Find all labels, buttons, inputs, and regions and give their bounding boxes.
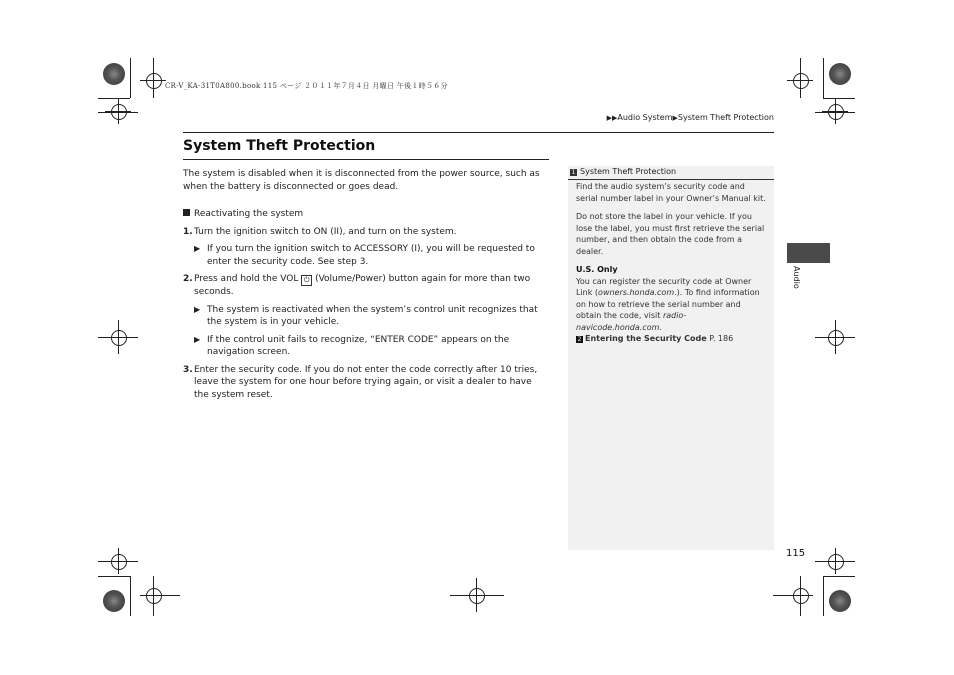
step-3 (183, 364, 549, 402)
note-text: If the control unit fails to recognize, “ENTER CODE” appears on the navigation screen. (207, 334, 510, 357)
step-text: Turn the ignition switch to ON (II), and turn on the system. (194, 226, 457, 237)
crop-mark (835, 548, 836, 574)
breadcrumb-arrows: ▶▶ (606, 114, 618, 122)
registration-crosshair-icon (146, 588, 162, 604)
page-number: 115 (786, 548, 806, 559)
square-bullet-icon (183, 209, 190, 216)
crop-mark (823, 576, 855, 577)
breadcrumb-section: Audio System (617, 113, 673, 122)
triangle-bullet-icon: ▶ (194, 304, 201, 314)
breadcrumb-page: System Theft Protection (677, 113, 774, 122)
step-text-a: Press and hold the VOL (194, 274, 302, 284)
crop-mark (835, 320, 836, 354)
step-2-note-2 (183, 334, 549, 359)
step-number: 3. (183, 364, 193, 375)
sidebar-title: System Theft Protection (580, 167, 677, 176)
crop-mark (118, 548, 119, 574)
registration-crosshair-icon (111, 554, 127, 570)
chapter-tab-label: Audio (792, 266, 801, 289)
reference-page: P. 186 (709, 334, 734, 343)
crop-mark (153, 67, 154, 93)
crop-mark (140, 595, 180, 596)
registration-crosshair-icon (469, 588, 485, 604)
us-only-label: U.S. Only (576, 265, 618, 274)
step-text-b: (Volume/Power) button again for more than two seconds. (194, 274, 531, 297)
registration-crosshair-icon (111, 330, 127, 346)
note-text: The system is reactivated when the system’s control unit recognizes that the system is in your vehicle. (207, 304, 538, 327)
registration-target-icon (103, 63, 125, 85)
reference-arrow-icon: 2 (577, 336, 582, 343)
crop-mark (476, 578, 477, 612)
crop-mark (130, 58, 131, 98)
step-text: Enter the security code. If you do not enter the code correctly after 10 tries, leave the system for one hour before trying again, or visit a dealer to have the system reset. (194, 364, 538, 400)
note-text: If you turn the ignition switch to ACCESSORY (I), you will be requested to enter the security code. See step 3. (207, 244, 535, 267)
para-3-text-b: .). To find information on how to retrieve the serial number and obtain the code, visit (576, 288, 760, 320)
note-icon: 1 (571, 169, 576, 176)
navicode-link[interactable]: radio-navicode.honda.com (576, 311, 687, 332)
intro-text: The system is disabled when it is disconnected from the power source, such as when the battery is disconnected or goes dead. (183, 169, 540, 192)
main-content (183, 168, 549, 406)
breadcrumb-separator: ▶ (672, 114, 678, 122)
step-number: 1. (183, 226, 193, 237)
reference-label: Entering the Security Code (585, 334, 707, 343)
crop-mark (450, 595, 504, 596)
registration-crosshair-icon (793, 73, 809, 89)
step-1-note (183, 243, 549, 268)
crop-mark (118, 98, 119, 124)
page-title: System Theft Protection (183, 138, 376, 154)
crop-mark (773, 595, 813, 596)
registration-crosshair-icon (828, 554, 844, 570)
breadcrumb (607, 113, 774, 122)
triangle-bullet-icon: ▶ (194, 244, 201, 253)
sidebar-para-1: Find the audio system’s security code and serial number label in your Owner’s Manual kit. (576, 182, 766, 203)
step-2 (183, 273, 549, 299)
print-header: CR-V_KA-31T0A800.book 115 ページ ２０１１年７月４日 月曜日 午後１時５６分 (165, 82, 448, 90)
crop-mark (823, 576, 824, 616)
subhead (183, 208, 549, 221)
crop-mark (130, 576, 131, 616)
cross-reference[interactable] (576, 333, 768, 345)
sidebar-header (568, 166, 774, 180)
crop-mark (823, 58, 824, 98)
owner-link[interactable]: owners.honda.com (598, 288, 675, 297)
crop-mark (98, 98, 130, 99)
crop-mark (118, 320, 119, 354)
registration-crosshair-icon (793, 588, 809, 604)
registration-crosshair-icon (111, 104, 127, 120)
step-number: 2. (183, 274, 193, 284)
step-2-note-1 (183, 304, 549, 329)
step-1 (183, 226, 549, 239)
registration-target-icon (829, 590, 851, 612)
registration-crosshair-icon (828, 104, 844, 120)
subhead-label: Reactivating the system (194, 209, 304, 219)
triangle-bullet-icon: ▶ (194, 334, 201, 344)
top-rule (183, 132, 774, 133)
sidebar-body (576, 181, 768, 352)
sidebar-para-3 (576, 276, 768, 334)
crop-mark (823, 98, 855, 99)
title-rule (183, 159, 549, 160)
crop-mark (835, 98, 836, 124)
registration-target-icon (829, 63, 851, 85)
power-icon: ⏻ (301, 275, 312, 286)
sidebar-para-2: Do not store the label in your vehicle. If you lose the label, you must first retrieve the serial number, and then obtain the code from a dealer. (576, 212, 765, 256)
registration-target-icon (103, 590, 125, 612)
crop-mark (98, 576, 130, 577)
chapter-tab (787, 243, 830, 263)
crop-mark (800, 67, 801, 93)
para-3-text-c: . (659, 322, 662, 332)
para-3-text-a: You can register the security code at Owner Link ( (576, 276, 752, 297)
registration-crosshair-icon (146, 73, 162, 89)
registration-crosshair-icon (828, 330, 844, 346)
